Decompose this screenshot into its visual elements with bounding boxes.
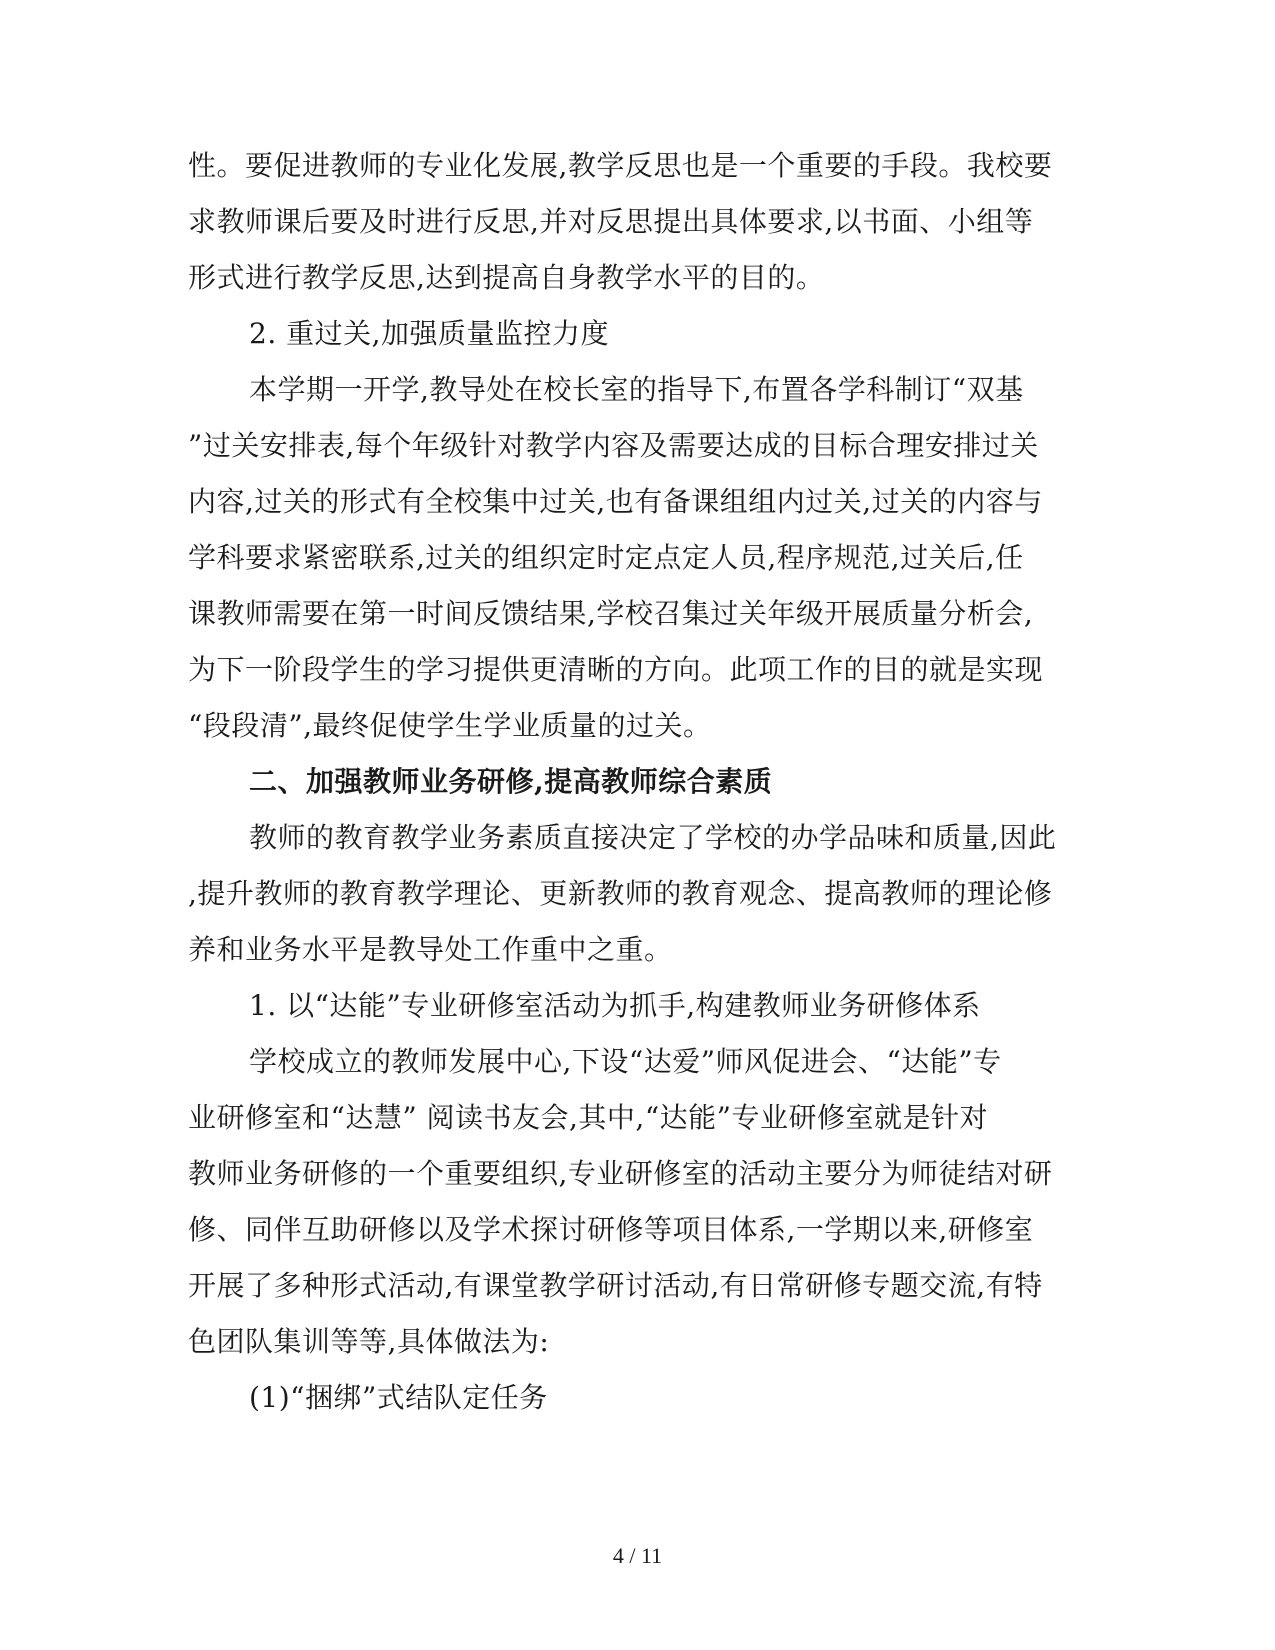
text-line: 修、同伴互助研修以及学术探讨研修等项目体系,一学期以来,研修室 — [188, 1213, 1034, 1246]
text-line: 课教师需要在第一时间反馈结果,学校召集过关年级开展质量分析会, — [188, 597, 1034, 630]
text-line: 性。要促进教师的专业化发展,教学反思也是一个重要的手段。我校要 — [188, 149, 1053, 182]
text-line: 内容,过关的形式有全校集中过关,也有备课组组内过关,过关的内容与 — [188, 485, 1043, 518]
text-line: 学科要求紧密联系,过关的组织定时定点定人员,程序规范,过关后,任 — [188, 541, 1024, 574]
text-line: 求教师课后要及时进行反思,并对反思提出具体要求,以书面、小组等 — [188, 205, 1034, 238]
text-line: 为下一阶段学生的学习提供更清晰的方向。此项工作的目的就是实现 — [188, 653, 1044, 686]
text-line: 本学期一开学,教导处在校长室的指导下,布置各学科制订“双基 — [249, 373, 1024, 406]
text-line: ”过关安排表,每个年级针对教学内容及需要达成的目标合理安排过关 — [188, 429, 1039, 462]
text-line: 开展了多种形式活动,有课堂教学研讨活动,有日常研修专题交流,有特 — [188, 1269, 1043, 1302]
subheading-line: (1)“捆绑”式结队定任务 — [249, 1381, 548, 1414]
section-heading: 二、加强教师业务研修,提高教师综合素质 — [249, 765, 773, 798]
subheading-line: 1. 以“达能”专业研修室活动为抓手,构建教师业务研修体系 — [249, 989, 981, 1022]
text-line: 业研修室和“达慧” 阅读书友会,其中,“达能”专业研修室就是针对 — [188, 1101, 988, 1134]
text-line: ,提升教师的教育教学理论、更新教师的教育观念、提高教师的理论修 — [188, 877, 1053, 910]
text-line: 养和业务水平是教导处工作重中之重。 — [188, 933, 673, 966]
body-text — [188, 138, 1088, 1426]
page-number: 4 / 11 — [612, 1543, 663, 1568]
text-line: “段段清”,最终促使学生学业质量的过关。 — [188, 709, 712, 742]
text-line: 形式进行教学反思,达到提高自身教学水平的目的。 — [188, 261, 825, 294]
text-line: 教师的教育教学业务素质直接决定了学校的办学品味和质量,因此 — [249, 821, 1057, 854]
text-line: 学校成立的教师发展中心,下设“达爱”师风促进会、“达能”专 — [249, 1045, 1002, 1078]
text-line: 教师业务研修的一个重要组织,专业研修室的活动主要分为师徒结对研 — [188, 1157, 1053, 1190]
subheading-line: 2. 重过关,加强质量监控力度 — [249, 317, 610, 350]
text-line: 色团队集训等等,具体做法为: — [188, 1325, 550, 1358]
